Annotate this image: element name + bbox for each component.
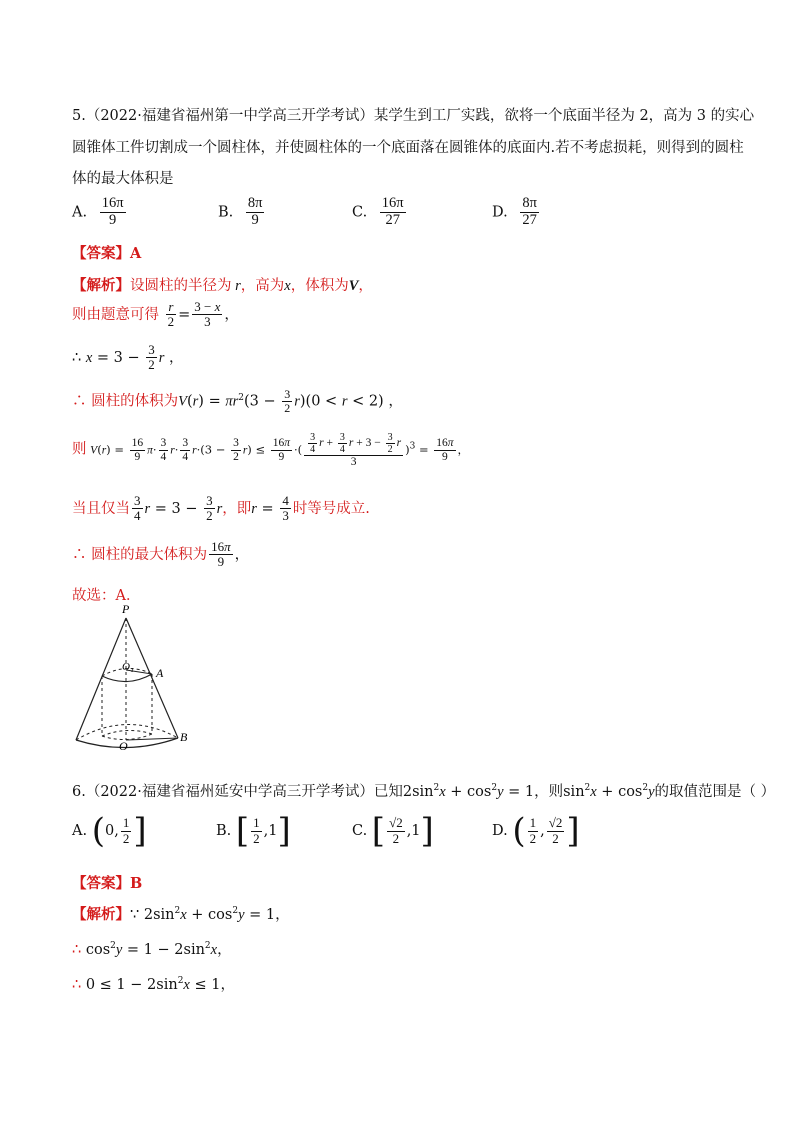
option-d-denominator: 27 — [522, 211, 537, 228]
option-b-numerator: 8π — [247, 195, 263, 211]
option-label: D. — [492, 823, 508, 839]
analysis-text-comma: ， — [358, 278, 373, 294]
label-o: O — [119, 739, 128, 753]
q6-option-d: D. ( $\frac{1}{2}$ , $\frac{√2}{2}$ ] — [492, 811, 580, 851]
q5-stem-line2: 圆锥体工件切割成一个圆柱体，并使圆柱体的一个底面落在圆锥体的底面内.若不考虑损耗，则得到的圆柱 — [72, 140, 744, 156]
option-label: B. — [218, 204, 234, 221]
q5-choose: 故选：A． — [72, 588, 141, 604]
option-label: C. — [352, 204, 368, 221]
analysis-tag: 【解析】 — [72, 277, 130, 294]
label-b: B — [180, 730, 188, 744]
q6-stem-prefix: 6.（2022·福建省福州延安中学高三开学考试）已知 — [72, 784, 403, 800]
q5-volume-function: ∴ 圆柱的体积为$V(r) = \pi r^2(3$ − $\frac{3}{2}$ r)(0 < r < 2) ， — [72, 387, 403, 416]
analysis-tag: 【解析】 — [72, 906, 130, 923]
option-c-denominator: 27 — [385, 211, 400, 228]
q6-stem-mid: ，则 — [534, 784, 564, 800]
equality-label-2: ，即 — [222, 500, 252, 517]
q5-option-b — [218, 196, 266, 229]
q6-stem-suffix: 的取值范围是（ ） — [654, 784, 776, 800]
option-label: D. — [492, 204, 508, 221]
option-c-numerator: 16π — [381, 195, 404, 211]
q5-max-volume: ∴ 圆柱的最大体积为 $\frac{16\pi}{9}$ ， — [72, 539, 250, 570]
option-label: C. — [352, 823, 368, 839]
option-label: A. — [72, 823, 88, 839]
q6-analysis-line3: ∴ $0 \le 1 - 2\sin^2x \le 1$， — [72, 976, 235, 993]
option-a-denominator: 9 — [108, 211, 117, 228]
q5-analysis-line1: 【解析】设圆柱的半径为 r，高为x，体积为V， — [72, 277, 373, 294]
analysis-text-volume: ，体积为 — [290, 278, 349, 294]
q6-answer: 【答案】B — [72, 875, 143, 892]
q5-stem-line3: 体的最大体积是 — [72, 171, 174, 187]
relation-label: 则由题意可得 — [72, 306, 159, 323]
q5-inequality-chain: 则 V(r) = $\frac{16}{9}$ π· $\frac{3}{4}$ r· $\frac{3}{4}$ r·(3 − $\frac{3}{2}$ r) ≤ $\frac{16\pi}{9}$ ·( $\frac{3}{4}$ r + $\frac{3}{4}$ r + 3 − $\frac{3}{2}$ r 3 )$^3$ = $\frac{16\pi}{9}$ ， — [72, 432, 470, 468]
option-b-denominator: 9 — [251, 211, 259, 228]
q5-equality-condition: 当且仅当 $\frac{3}{4}$ r = 3 − $\frac{3}{2}$ r，即r = $\frac{4}{3}$ 时等号成立. — [72, 493, 370, 524]
q6-stem: 6.（2022·福建省福州延安中学高三开学考试）已知$2\sin^2x + \cos^2y = 1$，则$\sin^2x + \cos^2y$的取值范围是（ ） — [72, 783, 776, 800]
label-a: A — [156, 666, 164, 680]
because-symbol: ∵ — [130, 907, 140, 923]
therefore-symbol: ∴ — [72, 977, 82, 993]
q5-stem-line1: 5.（2022·福建省福州第一中学高三开学考试）某学生到工厂实践，欲将一个底面半径为 2，高为 3 的实心 — [72, 108, 755, 124]
then-label: 则 — [72, 441, 87, 458]
max-label: ∴ 圆柱的最大体积为 — [72, 546, 208, 563]
therefore-symbol: ∴ — [72, 349, 82, 366]
q6-option-a: A. (0, $\frac{1}{2}$ ] — [72, 811, 147, 851]
option-label: A. — [72, 204, 88, 221]
volume-label: ∴ 圆柱的体积为 — [72, 393, 179, 410]
option-label: B. — [216, 823, 232, 839]
q5-answer: 【答案】A — [72, 245, 142, 262]
q5-relation-line: 则由题意可得 $\frac{r}{2}$ = $\frac{3 - x}{3}$ ， — [72, 299, 239, 330]
analysis-text-height: ，高为 — [240, 278, 285, 294]
q6-option-b: B. [ $\frac{1}{2}$ ,1] — [216, 811, 291, 851]
q5-option-c — [352, 196, 408, 229]
q6-analysis-line2: ∴ $\cos^2y = 1 - 2\sin^2x$， — [72, 941, 232, 958]
therefore-symbol: ∴ — [72, 942, 82, 958]
q6-option-c: C. [ $\frac{√2}{2}$ ,1] — [352, 811, 434, 851]
analysis-text: 设圆柱的半径为 — [130, 278, 232, 294]
option-d-numerator: 8π — [522, 195, 537, 211]
label-p: P — [122, 602, 130, 616]
q5-x-expression: ∴ x = 3 − $\frac{3}{2}$ r ， — [72, 342, 184, 373]
q6-analysis-line1: 【解析】∵ $2\sin^2x + \cos^2y = 1$， — [72, 906, 290, 923]
equality-label: 当且仅当 — [72, 500, 130, 517]
option-a-numerator: 16π — [101, 195, 124, 211]
equality-label-3: 时等号成立. — [292, 500, 370, 517]
q5-option-a — [72, 196, 128, 229]
label-o1: O₁ — [122, 661, 134, 673]
cone-cylinder-diagram — [62, 598, 202, 760]
q5-option-d — [492, 196, 541, 229]
